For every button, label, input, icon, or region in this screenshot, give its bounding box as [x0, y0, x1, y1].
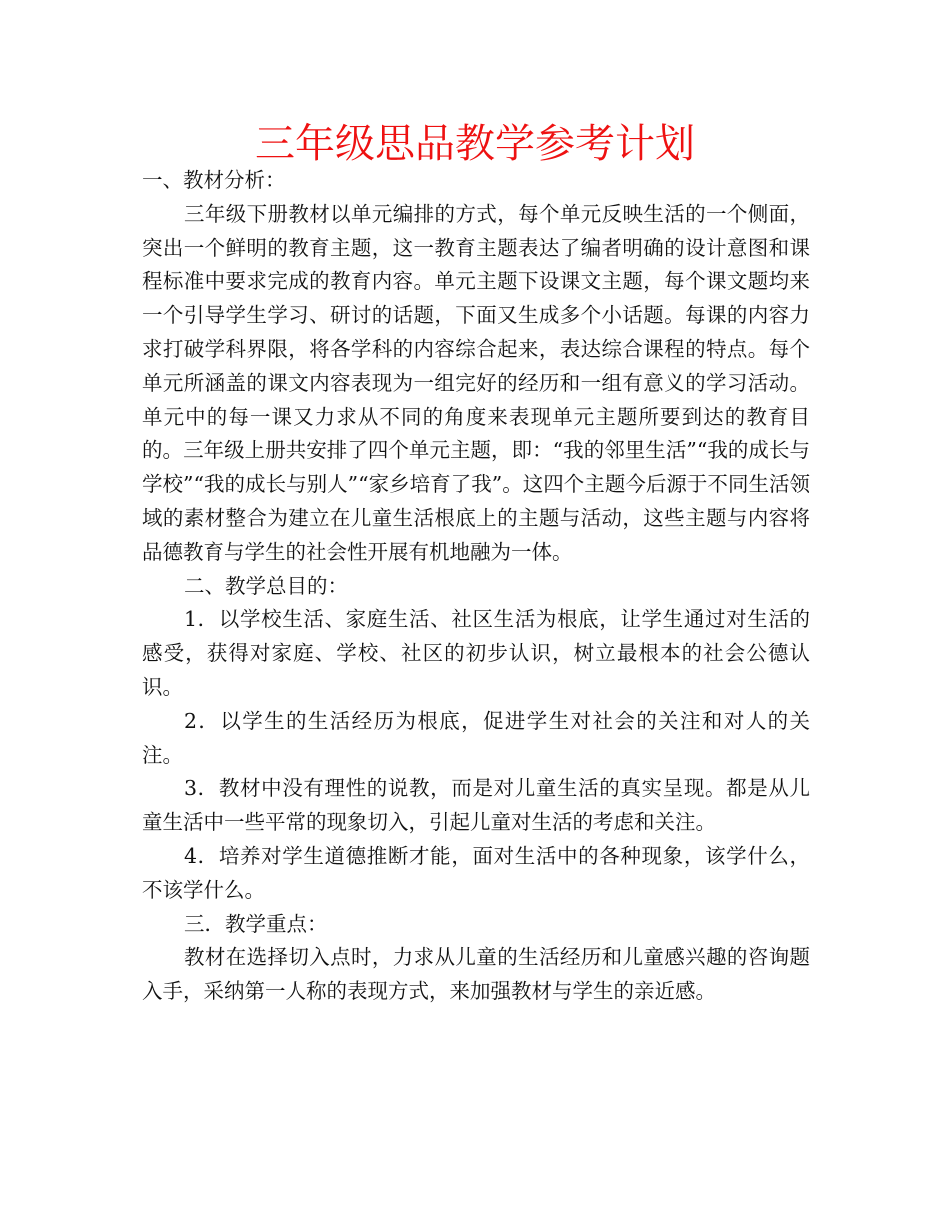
goal-item-2: 2．以学生的生活经历为根底，促进学生对社会的关注和对人的关注。 — [142, 708, 810, 767]
document-body — [142, 164, 810, 1009]
goal-item-4: 4．培养对学生道德推断才能，面对生活中的各种现象，该学什么，不该学什么。 — [142, 843, 810, 902]
section3-paragraph: 教材在选择切入点时，力求从儿童的生活经历和儿童感兴趣的咨询题入手，采纳第一人称的表现方式，来加强教材与学生的亲近感。 — [142, 945, 810, 1004]
section1-heading: 一、教材分析： — [142, 168, 286, 192]
document-title: 三年级思品教学参考计划 — [255, 121, 695, 167]
section3-heading: 三．教学重点： — [184, 911, 328, 936]
section2-heading: 二、教学总目的： — [184, 573, 348, 598]
goal-item-3: 3．教材中没有理性的说教，而是对儿童生活的真实呈现。都是从儿童生活中一些平常的现象切入，引起儿童对生活的考虑和关注。 — [142, 776, 810, 835]
goal-item-1: 1．以学校生活、家庭生活、社区生活为根底，让学生通过对生活的感受，获得对家庭、学校、社区的初步认识，树立最根本的社会公德认识。 — [142, 607, 810, 699]
section1-paragraph: 三年级下册教材以单元编排的方式，每个单元反映生活的一个侧面，突出一个鲜明的教育主题，这一教育主题表达了编者明确的设计意图和课程标准中要求完成的教育内容。单元主题下设课文主题，每个课文题均来一个引导学生学习、研讨的话题，下面又生成多个小话题。每课的内容力求打破学科界限，将各学科的内容综合起来，表达综合课程的特点。每个单元所涵盖的课文内容表现为一组完好的经历和一组有意义的学习活动。单元中的每一课又力求从不同的角度来表现单元主题所要到达的教育目的。三年级上册共安排了四个单元主题，即：“我的邻里生活”“我的成长与学校”“我的成长与别人”“家乡培育了我”。这四个主题今后源于不同生活领域的素材整合为建立在儿童生活根底上的主题与活动，这些主题与内容将品德教育与学生的社会性开展有机地融为一体。 — [142, 201, 810, 564]
